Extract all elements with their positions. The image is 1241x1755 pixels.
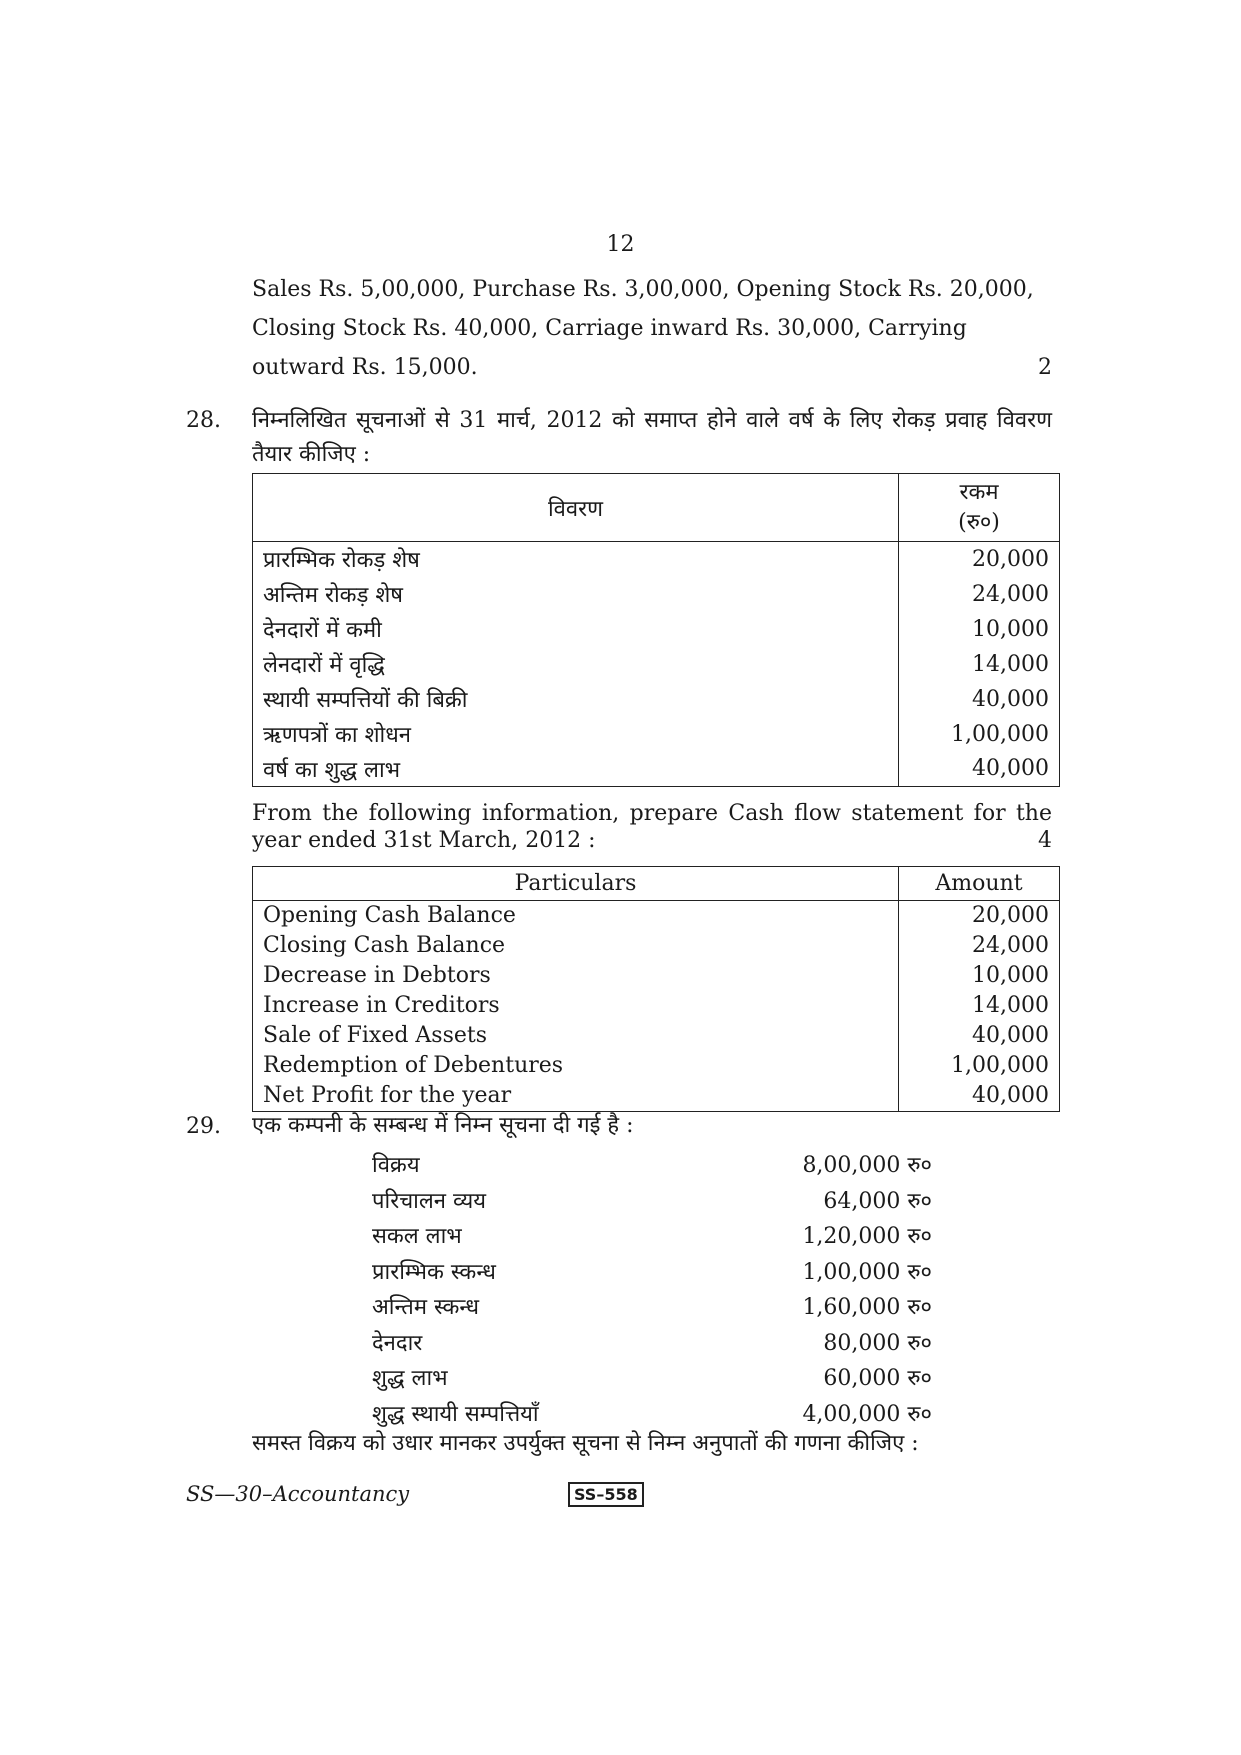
q29-item: [372, 1361, 932, 1397]
q29-item: [372, 1290, 932, 1326]
hindi-row-label: अन्तिम रोकड़ शेष: [253, 577, 899, 612]
q27-line-3-text: outward Rs. 15,000.: [252, 355, 478, 380]
q29-item: [372, 1148, 932, 1184]
q28-english-table: [252, 866, 1060, 1112]
q29-item-label: सकल लाभ: [372, 1224, 462, 1249]
footer-code-box: SS–558: [568, 1482, 644, 1507]
english-col2-header: Amount: [899, 867, 1060, 901]
q29-item-value: 1,20,000 रु०: [802, 1224, 932, 1249]
q29-item-label: परिचालन व्यय: [372, 1188, 487, 1214]
hindi-row-label: ऋणपत्रों का शोधन: [253, 717, 899, 752]
q29-item-value: 8,00,000 रु०: [802, 1153, 932, 1178]
q29-items: [372, 1148, 932, 1432]
q29-item-label: प्रारम्भिक स्कन्ध: [372, 1259, 496, 1285]
hindi-col2-header: [899, 474, 1060, 542]
hindi-row-amount: 1,00,000: [951, 721, 1049, 747]
english-col1-header: Particulars: [253, 867, 899, 901]
q29-item: [372, 1184, 932, 1220]
english-row-label: Net Profit for the year: [253, 1081, 899, 1112]
q29-item-label: विक्रय: [372, 1153, 420, 1178]
hindi-row-amount: 14,000: [972, 651, 1049, 677]
english-row-amount: 1,00,000: [951, 1053, 1049, 1078]
english-row-amount: 40,000: [972, 1023, 1049, 1048]
english-row-label: Opening Cash Balance: [253, 901, 899, 932]
q29-closing: समस्त विक्रय को उधार मानकर उपर्युक्त सूचना से निम्न अनुपातों की गणना कीजिए :: [252, 1431, 919, 1456]
hindi-row-amount: 10,000: [972, 616, 1049, 642]
q29-item: [372, 1255, 932, 1291]
q29-item-label: शुद्ध लाभ: [372, 1366, 448, 1391]
q28-english-text: [252, 800, 1052, 854]
footer-subject: SS—30–Accountancy: [186, 1482, 410, 1506]
page-number: 12: [606, 232, 635, 257]
q29-intro: एक कम्पनी के सम्बन्ध में निम्न सूचना दी गई है :: [252, 1113, 634, 1138]
q28-english-line-2: [252, 827, 1052, 854]
q29-item-label: शुद्ध स्थायी सम्पत्तियाँ: [372, 1401, 539, 1427]
hindi-col2-header-line2: (रु०): [958, 509, 1000, 535]
english-row-label: Closing Cash Balance: [253, 931, 899, 961]
q29-item-value: 1,60,000 रु०: [802, 1295, 932, 1320]
q28-number: 28.: [186, 408, 221, 433]
q29-item-value: 80,000 रु०: [823, 1330, 932, 1356]
q27-line-2: Closing Stock Rs. 40,000, Carriage inward Rs. 30,000, Carrying: [252, 316, 967, 341]
q29-item-label: देनदार: [372, 1330, 423, 1356]
q29-item-value: 1,00,000 रु०: [802, 1259, 932, 1285]
q28-english-line-2-text: year ended 31st March, 2012 :: [252, 828, 596, 853]
english-row-amount: 10,000: [972, 963, 1049, 988]
hindi-row-amount: 20,000: [972, 546, 1049, 572]
hindi-row-label: स्थायी सम्पत्तियों की बिक्री: [253, 682, 899, 717]
english-row-label: Increase in Creditors: [253, 991, 899, 1021]
q29-number: 29.: [186, 1114, 221, 1139]
q27-line-1: Sales Rs. 5,00,000, Purchase Rs. 3,00,000, Opening Stock Rs. 20,000,: [252, 277, 1034, 302]
hindi-row-amount: 40,000: [972, 756, 1049, 782]
english-row-label: Redemption of Debentures: [253, 1051, 899, 1081]
english-row-amount: 24,000: [972, 933, 1049, 958]
q27-tail: [252, 270, 1052, 387]
q29-item: [372, 1397, 932, 1433]
hindi-row-label: प्रारम्भिक रोकड़ शेष: [253, 542, 899, 577]
hindi-row-label: लेनदारों में वृद्धि: [253, 647, 899, 682]
english-row-label: Sale of Fixed Assets: [253, 1021, 899, 1051]
q29-item-value: 4,00,000 रु०: [802, 1401, 932, 1427]
q29-item-label: अन्तिम स्कन्ध: [372, 1295, 480, 1320]
english-row-label: Decrease in Debtors: [253, 961, 899, 991]
q27-line-3: [252, 348, 1052, 387]
hindi-col2-header-line1: रकम: [959, 479, 999, 505]
hindi-row-label: देनदारों में कमी: [253, 612, 899, 647]
q28-hindi-table: [252, 473, 1060, 787]
english-row-amount: 14,000: [972, 993, 1049, 1018]
q27-marks: 2: [1038, 355, 1052, 380]
english-row-amount: 40,000: [972, 1083, 1049, 1108]
q29-item: [372, 1326, 932, 1362]
q29-item: [372, 1219, 932, 1255]
hindi-col1-header: विवरण: [253, 474, 899, 542]
q29-item-value: 64,000 रु०: [823, 1188, 932, 1214]
q28-english-line-1: From the following information, prepare Cash flow statement for the: [252, 801, 1052, 826]
hindi-row-amount: 24,000: [972, 581, 1049, 607]
hindi-row-label: वर्ष का शुद्ध लाभ: [253, 752, 899, 787]
hindi-row-amount: 40,000: [972, 686, 1049, 712]
q28-hindi-text: निम्नलिखित सूचनाओं से 31 मार्च, 2012 को समाप्त होने वाले वर्ष के लिए रोकड़ प्रवाह विवरण तैयार कीजिए :: [252, 408, 1052, 467]
english-row-amount: 20,000: [972, 903, 1049, 928]
q28-marks: 4: [1038, 828, 1052, 853]
q29-item-value: 60,000 रु०: [823, 1366, 932, 1391]
